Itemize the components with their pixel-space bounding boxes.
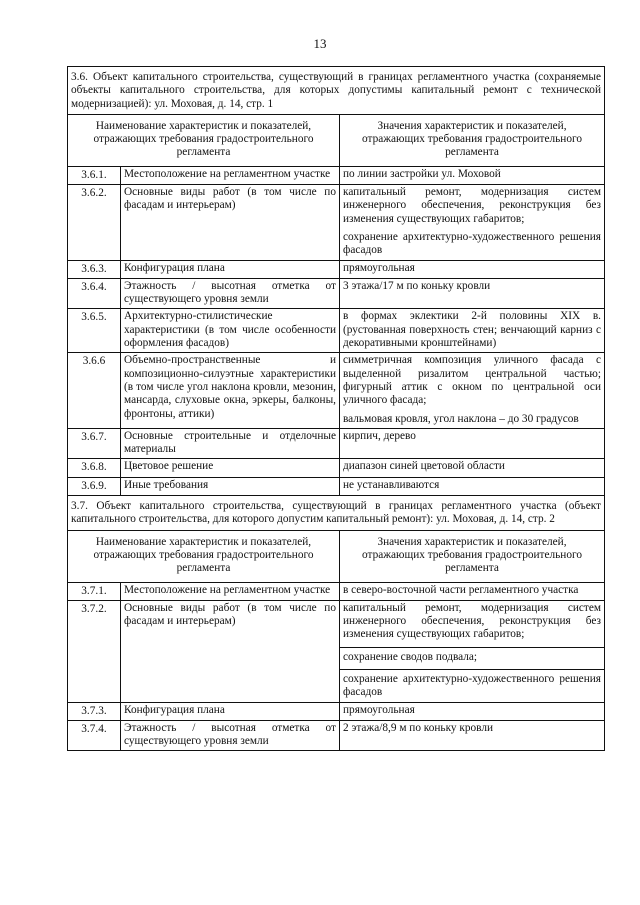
value-paragraph: сохранение архитектурно-художественного решения фасадов (343, 672, 601, 699)
section-title: 3.7. Объект капитального строительства, существующий в границах регламентного участка (объект капитального строительства, для которого допустим капитальный ремонт): ул. Моховая, д. 14, стр. 2 (68, 496, 605, 531)
value-paragraph: прямоугольная (343, 703, 415, 716)
row-number: 3.7.3. (68, 702, 121, 720)
value-paragraph: 3 этажа/17 м по коньку кровли (343, 279, 491, 292)
value-divider (340, 669, 604, 670)
row-value (340, 702, 605, 720)
table-row (68, 459, 605, 477)
row-characteristic: Основные строительные и отделочные материалы (121, 428, 340, 459)
value-paragraph: 2 этажа/8,9 м по коньку кровли (343, 721, 494, 734)
row-value (340, 428, 605, 459)
header-left: Наименование характеристик и показателей, отражающих требования градостроительного регламента (68, 530, 340, 582)
value-paragraph: прямоугольная (343, 261, 415, 274)
row-characteristic: Этажность / высотная отметка от существующего уровня земли (121, 720, 340, 751)
row-value (340, 260, 605, 278)
table-row (68, 185, 605, 260)
row-value (340, 166, 605, 184)
row-number: 3.6.2. (68, 185, 121, 260)
row-number: 3.7.2. (68, 600, 121, 702)
table-row (68, 278, 605, 309)
row-value (340, 278, 605, 309)
row-characteristic: Объемно-пространственные и композиционно-силуэтные характеристики (в том числе угол наклона кровли, мезонин, мансарда, слуховые окна, эркеры, балконы, фронтоны, аттики) (121, 353, 340, 428)
value-paragraph: сохранение архитектурно-художественного решения фасадов (343, 230, 601, 257)
row-number: 3.6.5. (68, 309, 121, 353)
row-number: 3.7.1. (68, 582, 121, 600)
header-row (68, 114, 605, 166)
row-value (340, 353, 605, 428)
value-paragraph: по линии застройки ул. Моховой (343, 167, 501, 180)
row-value (340, 582, 605, 600)
value-paragraph: симметричная композиция уличного фасада с выделенной ризалитом центральной частью; фигурный аттик с окном по центральной оси уличного фасада; (343, 354, 601, 407)
row-value (340, 477, 605, 495)
row-number: 3.6.8. (68, 459, 121, 477)
row-characteristic: Этажность / высотная отметка от существующего уровня земли (121, 278, 340, 309)
value-paragraph: вальмовая кровля, угол наклона – до 30 градусов (343, 412, 579, 425)
row-value (340, 600, 605, 702)
value-paragraph: капитальный ремонт, модернизация систем инженерного обеспечения, реконструкция без изменения существующих габаритов; (343, 186, 601, 225)
row-characteristic: Архитектурно-стилистические характеристики (в том числе особенности оформления фасадов) (121, 309, 340, 353)
row-value (340, 720, 605, 751)
row-number: 3.7.4. (68, 720, 121, 751)
page-number: 13 (313, 36, 327, 51)
row-characteristic: Конфигурация плана (121, 260, 340, 278)
row-number: 3.6.9. (68, 477, 121, 495)
value-paragraph: в формах эклектики 2-й половины XIX в. (рустованная поверхность стен; венчающий карниз с декоративными кронштейнами) (343, 310, 601, 350)
table-row (68, 353, 605, 428)
value-paragraph: в северо-восточной части регламентного участка (343, 583, 579, 596)
table-row (68, 477, 605, 495)
row-number: 3.6.1. (68, 166, 121, 184)
value-paragraph: диапазон синей цветовой области (343, 460, 505, 473)
value-paragraph: кирпич, дерево (343, 429, 416, 442)
row-number: 3.6.4. (68, 278, 121, 309)
value-divider (340, 647, 604, 648)
section-title: 3.6. Объект капитального строительства, существующий в границах регламентного участка (сохраняемые объекты капитального строительства, для которых допустимы капитальный ремонт с технической модернизацией): ул. Моховая, д. 14, стр. 1 (68, 67, 605, 115)
header-row (68, 530, 605, 582)
row-number: 3.6.3. (68, 260, 121, 278)
regulation-table (67, 66, 605, 751)
row-number: 3.6.6 (68, 353, 121, 428)
row-characteristic: Местоположение на регламентном участке (121, 166, 340, 184)
section-title-row (68, 496, 605, 531)
table-row (68, 702, 605, 720)
table-row (68, 600, 605, 702)
table-row (68, 428, 605, 459)
header-left: Наименование характеристик и показателей, отражающих требования градостроительного регламента (68, 114, 340, 166)
header-right: Значения характеристик и показателей, отражающих требования градостроительного регламента (340, 114, 605, 166)
value-paragraph: сохранение сводов подвала; (343, 650, 478, 663)
value-paragraph: не устанавливаются (343, 478, 440, 491)
row-characteristic: Основные виды работ (в том числе по фасадам и интерьерам) (121, 600, 340, 702)
row-number: 3.6.7. (68, 428, 121, 459)
row-value (340, 309, 605, 353)
row-value (340, 185, 605, 260)
table-row (68, 166, 605, 184)
row-characteristic: Основные виды работ (в том числе по фасадам и интерьерам) (121, 185, 340, 260)
section-title-row (68, 67, 605, 115)
row-characteristic: Цветовое решение (121, 459, 340, 477)
row-characteristic: Иные требования (121, 477, 340, 495)
header-right: Значения характеристик и показателей, отражающих требования градостроительного регламента (340, 530, 605, 582)
row-characteristic: Конфигурация плана (121, 702, 340, 720)
table-row (68, 260, 605, 278)
row-characteristic: Местоположение на регламентном участке (121, 582, 340, 600)
table-row (68, 582, 605, 600)
table-row (68, 309, 605, 353)
value-paragraph: капитальный ремонт, модернизация систем инженерного обеспечения, реконструкция без изменения существующих габаритов; (343, 601, 601, 641)
table-row (68, 720, 605, 751)
row-value (340, 459, 605, 477)
